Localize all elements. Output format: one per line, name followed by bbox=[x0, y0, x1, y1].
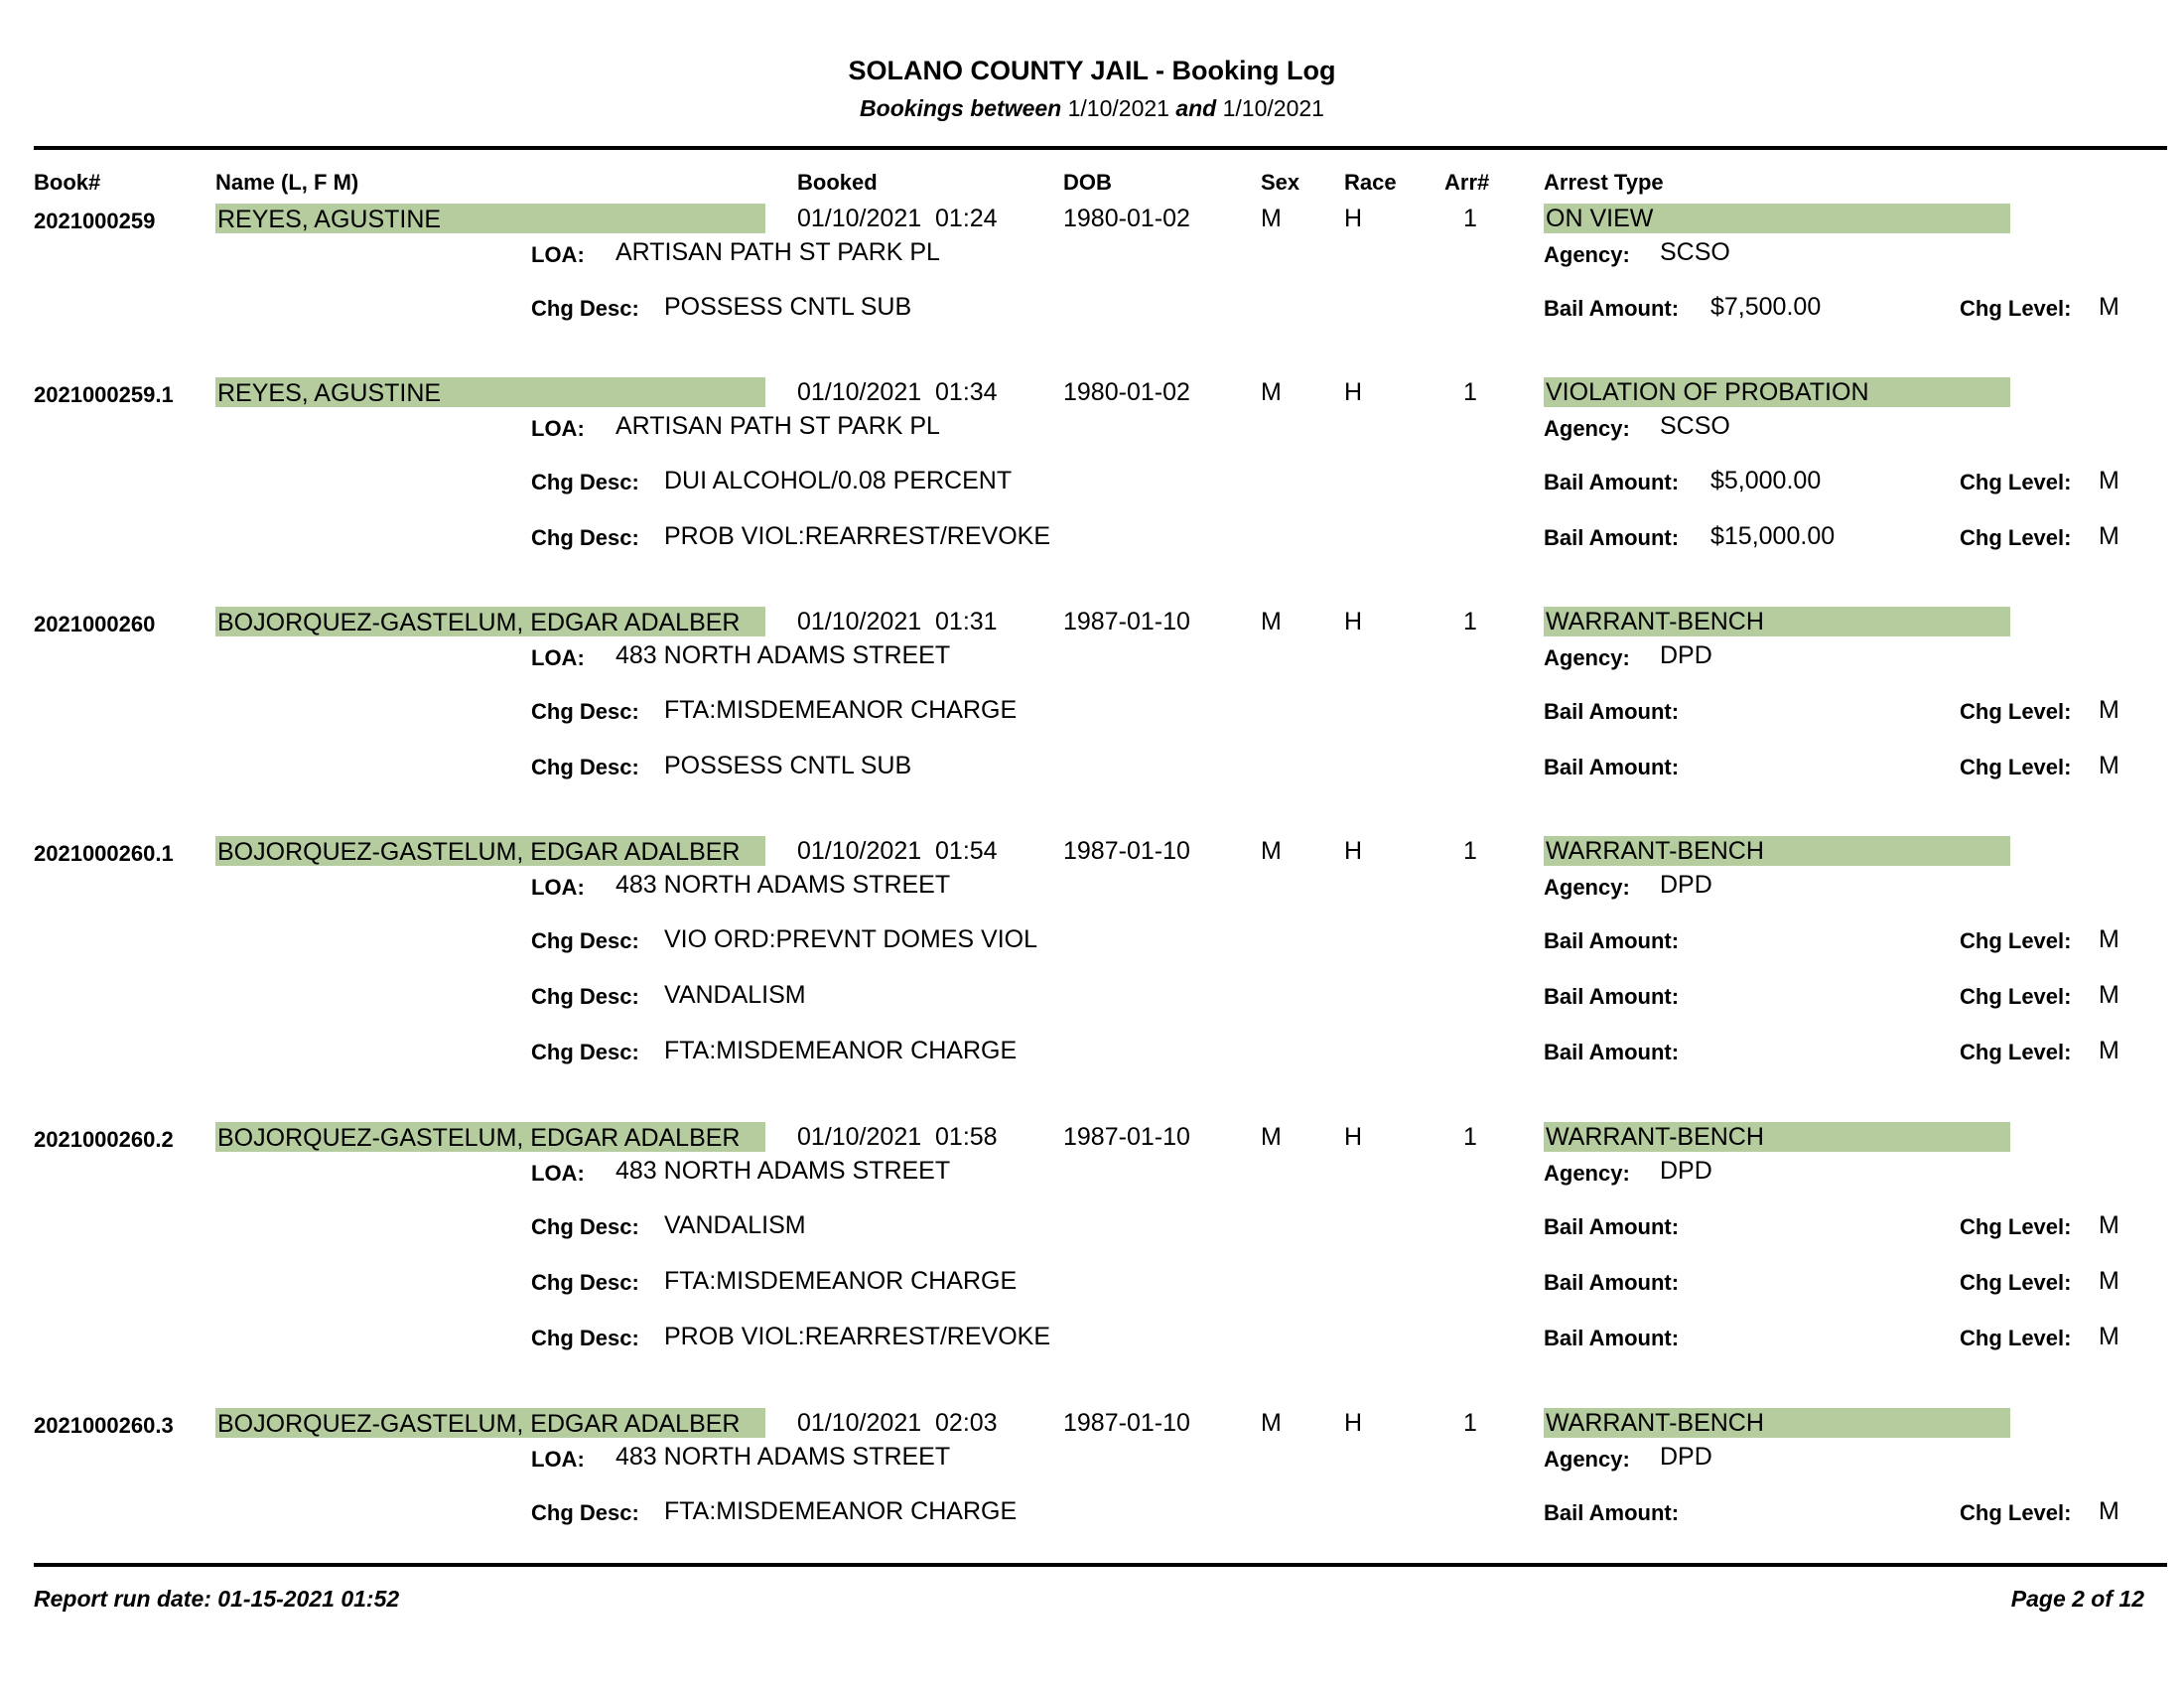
bail-amount: $7,500.00 bbox=[1710, 293, 1822, 321]
sex: M bbox=[1261, 1123, 1282, 1151]
bail-amount-label: Bail Amount: bbox=[1544, 525, 1680, 550]
arrest-type: WARRANT-BENCH bbox=[1544, 1408, 2010, 1438]
agency-label: Agency: bbox=[1544, 242, 1630, 267]
sex: M bbox=[1261, 1409, 1282, 1437]
col-header-dob: DOB bbox=[1063, 170, 1112, 195]
charge-level: M bbox=[2099, 1267, 2119, 1295]
agency-label: Agency: bbox=[1544, 416, 1630, 441]
chg-level-label: Chg Level: bbox=[1960, 525, 2072, 550]
chg-desc-label: Chg Desc: bbox=[531, 984, 639, 1009]
book-number: 2021000260 bbox=[34, 612, 156, 636]
chg-desc-label: Chg Desc: bbox=[531, 296, 639, 321]
charge-description: FTA:MISDEMEANOR CHARGE bbox=[664, 1267, 1018, 1295]
loa-value: 483 NORTH ADAMS STREET bbox=[615, 641, 951, 669]
charge-description: VANDALISM bbox=[664, 1211, 806, 1239]
arrest-number: 1 bbox=[1463, 1123, 1477, 1151]
bail-amount-label: Bail Amount: bbox=[1544, 1326, 1680, 1350]
booked-datetime: 01/10/2021 01:24 bbox=[797, 205, 998, 232]
chg-desc-label: Chg Desc: bbox=[531, 1326, 639, 1350]
page-number: Page 2 of 12 bbox=[2010, 1586, 2144, 1612]
bail-amount-label: Bail Amount: bbox=[1544, 755, 1680, 779]
loa-label: LOA: bbox=[531, 875, 585, 900]
arrest-type: WARRANT-BENCH bbox=[1544, 836, 2010, 866]
date-to: 1/10/2021 bbox=[1222, 95, 1324, 121]
loa-value: 483 NORTH ADAMS STREET bbox=[615, 871, 951, 899]
inmate-name: BOJORQUEZ-GASTELUM, EDGAR ADALBER bbox=[215, 607, 765, 636]
col-header-book: Book# bbox=[34, 170, 101, 195]
subtitle-prefix: Bookings between bbox=[860, 95, 1062, 121]
booked-datetime: 01/10/2021 01:31 bbox=[797, 608, 998, 635]
charge-level: M bbox=[2099, 293, 2119, 321]
col-header-name: Name (L, F M) bbox=[215, 170, 359, 195]
agency-value: DPD bbox=[1660, 1443, 1712, 1471]
book-number: 2021000260.1 bbox=[34, 841, 174, 866]
charge-description: VANDALISM bbox=[664, 981, 806, 1009]
loa-label: LOA: bbox=[531, 242, 585, 267]
bail-amount-label: Bail Amount: bbox=[1544, 1214, 1680, 1239]
chg-level-label: Chg Level: bbox=[1960, 928, 2072, 953]
bail-amount: $15,000.00 bbox=[1710, 522, 1836, 550]
chg-level-label: Chg Level: bbox=[1960, 1500, 2072, 1525]
dob: 1980-01-02 bbox=[1063, 378, 1190, 406]
charge-level: M bbox=[2099, 1323, 2119, 1350]
race: H bbox=[1344, 608, 1363, 635]
bail-amount-label: Bail Amount: bbox=[1544, 928, 1680, 953]
dob: 1987-01-10 bbox=[1063, 1123, 1190, 1151]
loa-label: LOA: bbox=[531, 1447, 585, 1472]
inmate-name: BOJORQUEZ-GASTELUM, EDGAR ADALBER bbox=[215, 1408, 765, 1438]
agency-label: Agency: bbox=[1544, 1447, 1630, 1472]
chg-level-label: Chg Level: bbox=[1960, 1326, 2072, 1350]
race: H bbox=[1344, 205, 1363, 232]
footer-rule bbox=[34, 1563, 2167, 1567]
bail-amount-label: Bail Amount: bbox=[1544, 296, 1680, 321]
subtitle-and: and bbox=[1175, 95, 1217, 121]
agency-value: SCSO bbox=[1660, 412, 1730, 440]
booked-datetime: 01/10/2021 01:58 bbox=[797, 1123, 998, 1151]
charge-description: POSSESS CNTL SUB bbox=[664, 293, 912, 321]
chg-level-label: Chg Level: bbox=[1960, 1214, 2072, 1239]
report-subtitle bbox=[0, 95, 2184, 122]
header-rule bbox=[34, 146, 2167, 150]
chg-desc-label: Chg Desc: bbox=[531, 1214, 639, 1239]
loa-label: LOA: bbox=[531, 645, 585, 670]
chg-level-label: Chg Level: bbox=[1960, 1040, 2072, 1064]
col-header-arrest-type: Arrest Type bbox=[1544, 170, 1664, 195]
bail-amount-label: Bail Amount: bbox=[1544, 1040, 1680, 1064]
loa-value: ARTISAN PATH ST PARK PL bbox=[615, 412, 940, 440]
loa-label: LOA: bbox=[531, 416, 585, 441]
charge-level: M bbox=[2099, 752, 2119, 779]
charge-level: M bbox=[2099, 1211, 2119, 1239]
loa-value: 483 NORTH ADAMS STREET bbox=[615, 1157, 951, 1185]
bail-amount-label: Bail Amount: bbox=[1544, 1270, 1680, 1295]
agency-value: DPD bbox=[1660, 641, 1712, 669]
report-title: SOLANO COUNTY JAIL - Booking Log bbox=[848, 56, 1336, 85]
chg-desc-label: Chg Desc: bbox=[531, 755, 639, 779]
arrest-number: 1 bbox=[1463, 205, 1477, 232]
chg-level-label: Chg Level: bbox=[1960, 699, 2072, 724]
chg-desc-label: Chg Desc: bbox=[531, 928, 639, 953]
sex: M bbox=[1261, 378, 1282, 406]
chg-level-label: Chg Level: bbox=[1960, 296, 2072, 321]
agency-label: Agency: bbox=[1544, 875, 1630, 900]
loa-label: LOA: bbox=[531, 1161, 585, 1186]
bail-amount-label: Bail Amount: bbox=[1544, 1500, 1680, 1525]
chg-level-label: Chg Level: bbox=[1960, 984, 2072, 1009]
bail-amount-label: Bail Amount: bbox=[1544, 470, 1680, 494]
loa-value: 483 NORTH ADAMS STREET bbox=[615, 1443, 951, 1471]
agency-value: SCSO bbox=[1660, 238, 1730, 266]
inmate-name: BOJORQUEZ-GASTELUM, EDGAR ADALBER bbox=[215, 836, 765, 866]
charge-description: DUI ALCOHOL/0.08 PERCENT bbox=[664, 467, 1013, 494]
bail-amount: $5,000.00 bbox=[1710, 467, 1822, 494]
arrest-number: 1 bbox=[1463, 1409, 1477, 1437]
report-run-date: Report run date: 01-15-2021 01:52 bbox=[34, 1586, 400, 1612]
arrest-number: 1 bbox=[1463, 608, 1477, 635]
arrest-type: WARRANT-BENCH bbox=[1544, 607, 2010, 636]
inmate-name: REYES, AGUSTINE bbox=[215, 377, 765, 407]
booked-datetime: 01/10/2021 02:03 bbox=[797, 1409, 998, 1437]
race: H bbox=[1344, 837, 1363, 865]
dob: 1987-01-10 bbox=[1063, 608, 1190, 635]
race: H bbox=[1344, 378, 1363, 406]
sex: M bbox=[1261, 205, 1282, 232]
charge-description: PROB VIOL:REARREST/REVOKE bbox=[664, 1323, 1050, 1350]
agency-value: DPD bbox=[1660, 1157, 1712, 1185]
arrest-number: 1 bbox=[1463, 837, 1477, 865]
charge-description: POSSESS CNTL SUB bbox=[664, 752, 912, 779]
inmate-name: BOJORQUEZ-GASTELUM, EDGAR ADALBER bbox=[215, 1122, 765, 1152]
chg-level-label: Chg Level: bbox=[1960, 1270, 2072, 1295]
chg-desc-label: Chg Desc: bbox=[531, 470, 639, 494]
chg-desc-label: Chg Desc: bbox=[531, 699, 639, 724]
book-number: 2021000260.3 bbox=[34, 1413, 174, 1438]
agency-value: DPD bbox=[1660, 871, 1712, 899]
charge-description: PROB VIOL:REARREST/REVOKE bbox=[664, 522, 1050, 550]
sex: M bbox=[1261, 837, 1282, 865]
agency-label: Agency: bbox=[1544, 1161, 1630, 1186]
col-header-race: Race bbox=[1344, 170, 1397, 195]
chg-level-label: Chg Level: bbox=[1960, 755, 2072, 779]
chg-desc-label: Chg Desc: bbox=[531, 1500, 639, 1525]
date-from: 1/10/2021 bbox=[1067, 95, 1169, 121]
chg-desc-label: Chg Desc: bbox=[531, 1270, 639, 1295]
arrest-type: WARRANT-BENCH bbox=[1544, 1122, 2010, 1152]
chg-desc-label: Chg Desc: bbox=[531, 1040, 639, 1064]
arrest-type: VIOLATION OF PROBATION bbox=[1544, 377, 2010, 407]
col-header-booked: Booked bbox=[797, 170, 878, 195]
charge-level: M bbox=[2099, 467, 2119, 494]
charge-level: M bbox=[2099, 1497, 2119, 1525]
agency-label: Agency: bbox=[1544, 645, 1630, 670]
chg-desc-label: Chg Desc: bbox=[531, 525, 639, 550]
bail-amount-label: Bail Amount: bbox=[1544, 984, 1680, 1009]
charge-level: M bbox=[2099, 696, 2119, 724]
col-header-sex: Sex bbox=[1261, 170, 1300, 195]
race: H bbox=[1344, 1409, 1363, 1437]
charge-level: M bbox=[2099, 1037, 2119, 1064]
arrest-type: ON VIEW bbox=[1544, 204, 2010, 233]
loa-value: ARTISAN PATH ST PARK PL bbox=[615, 238, 940, 266]
race: H bbox=[1344, 1123, 1363, 1151]
sex: M bbox=[1261, 608, 1282, 635]
charge-description: FTA:MISDEMEANOR CHARGE bbox=[664, 1497, 1018, 1525]
chg-level-label: Chg Level: bbox=[1960, 470, 2072, 494]
charge-description: VIO ORD:PREVNT DOMES VIOL bbox=[664, 925, 1038, 953]
arrest-number: 1 bbox=[1463, 378, 1477, 406]
charge-description: FTA:MISDEMEANOR CHARGE bbox=[664, 696, 1018, 724]
col-header-arr: Arr# bbox=[1444, 170, 1490, 195]
charge-level: M bbox=[2099, 522, 2119, 550]
book-number: 2021000260.2 bbox=[34, 1127, 174, 1152]
booked-datetime: 01/10/2021 01:54 bbox=[797, 837, 998, 865]
charge-level: M bbox=[2099, 981, 2119, 1009]
dob: 1980-01-02 bbox=[1063, 205, 1190, 232]
dob: 1987-01-10 bbox=[1063, 837, 1190, 865]
inmate-name: REYES, AGUSTINE bbox=[215, 204, 765, 233]
dob: 1987-01-10 bbox=[1063, 1409, 1190, 1437]
book-number: 2021000259 bbox=[34, 209, 156, 233]
charge-description: FTA:MISDEMEANOR CHARGE bbox=[664, 1037, 1018, 1064]
charge-level: M bbox=[2099, 925, 2119, 953]
book-number: 2021000259.1 bbox=[34, 382, 174, 407]
bail-amount-label: Bail Amount: bbox=[1544, 699, 1680, 724]
booked-datetime: 01/10/2021 01:34 bbox=[797, 378, 998, 406]
